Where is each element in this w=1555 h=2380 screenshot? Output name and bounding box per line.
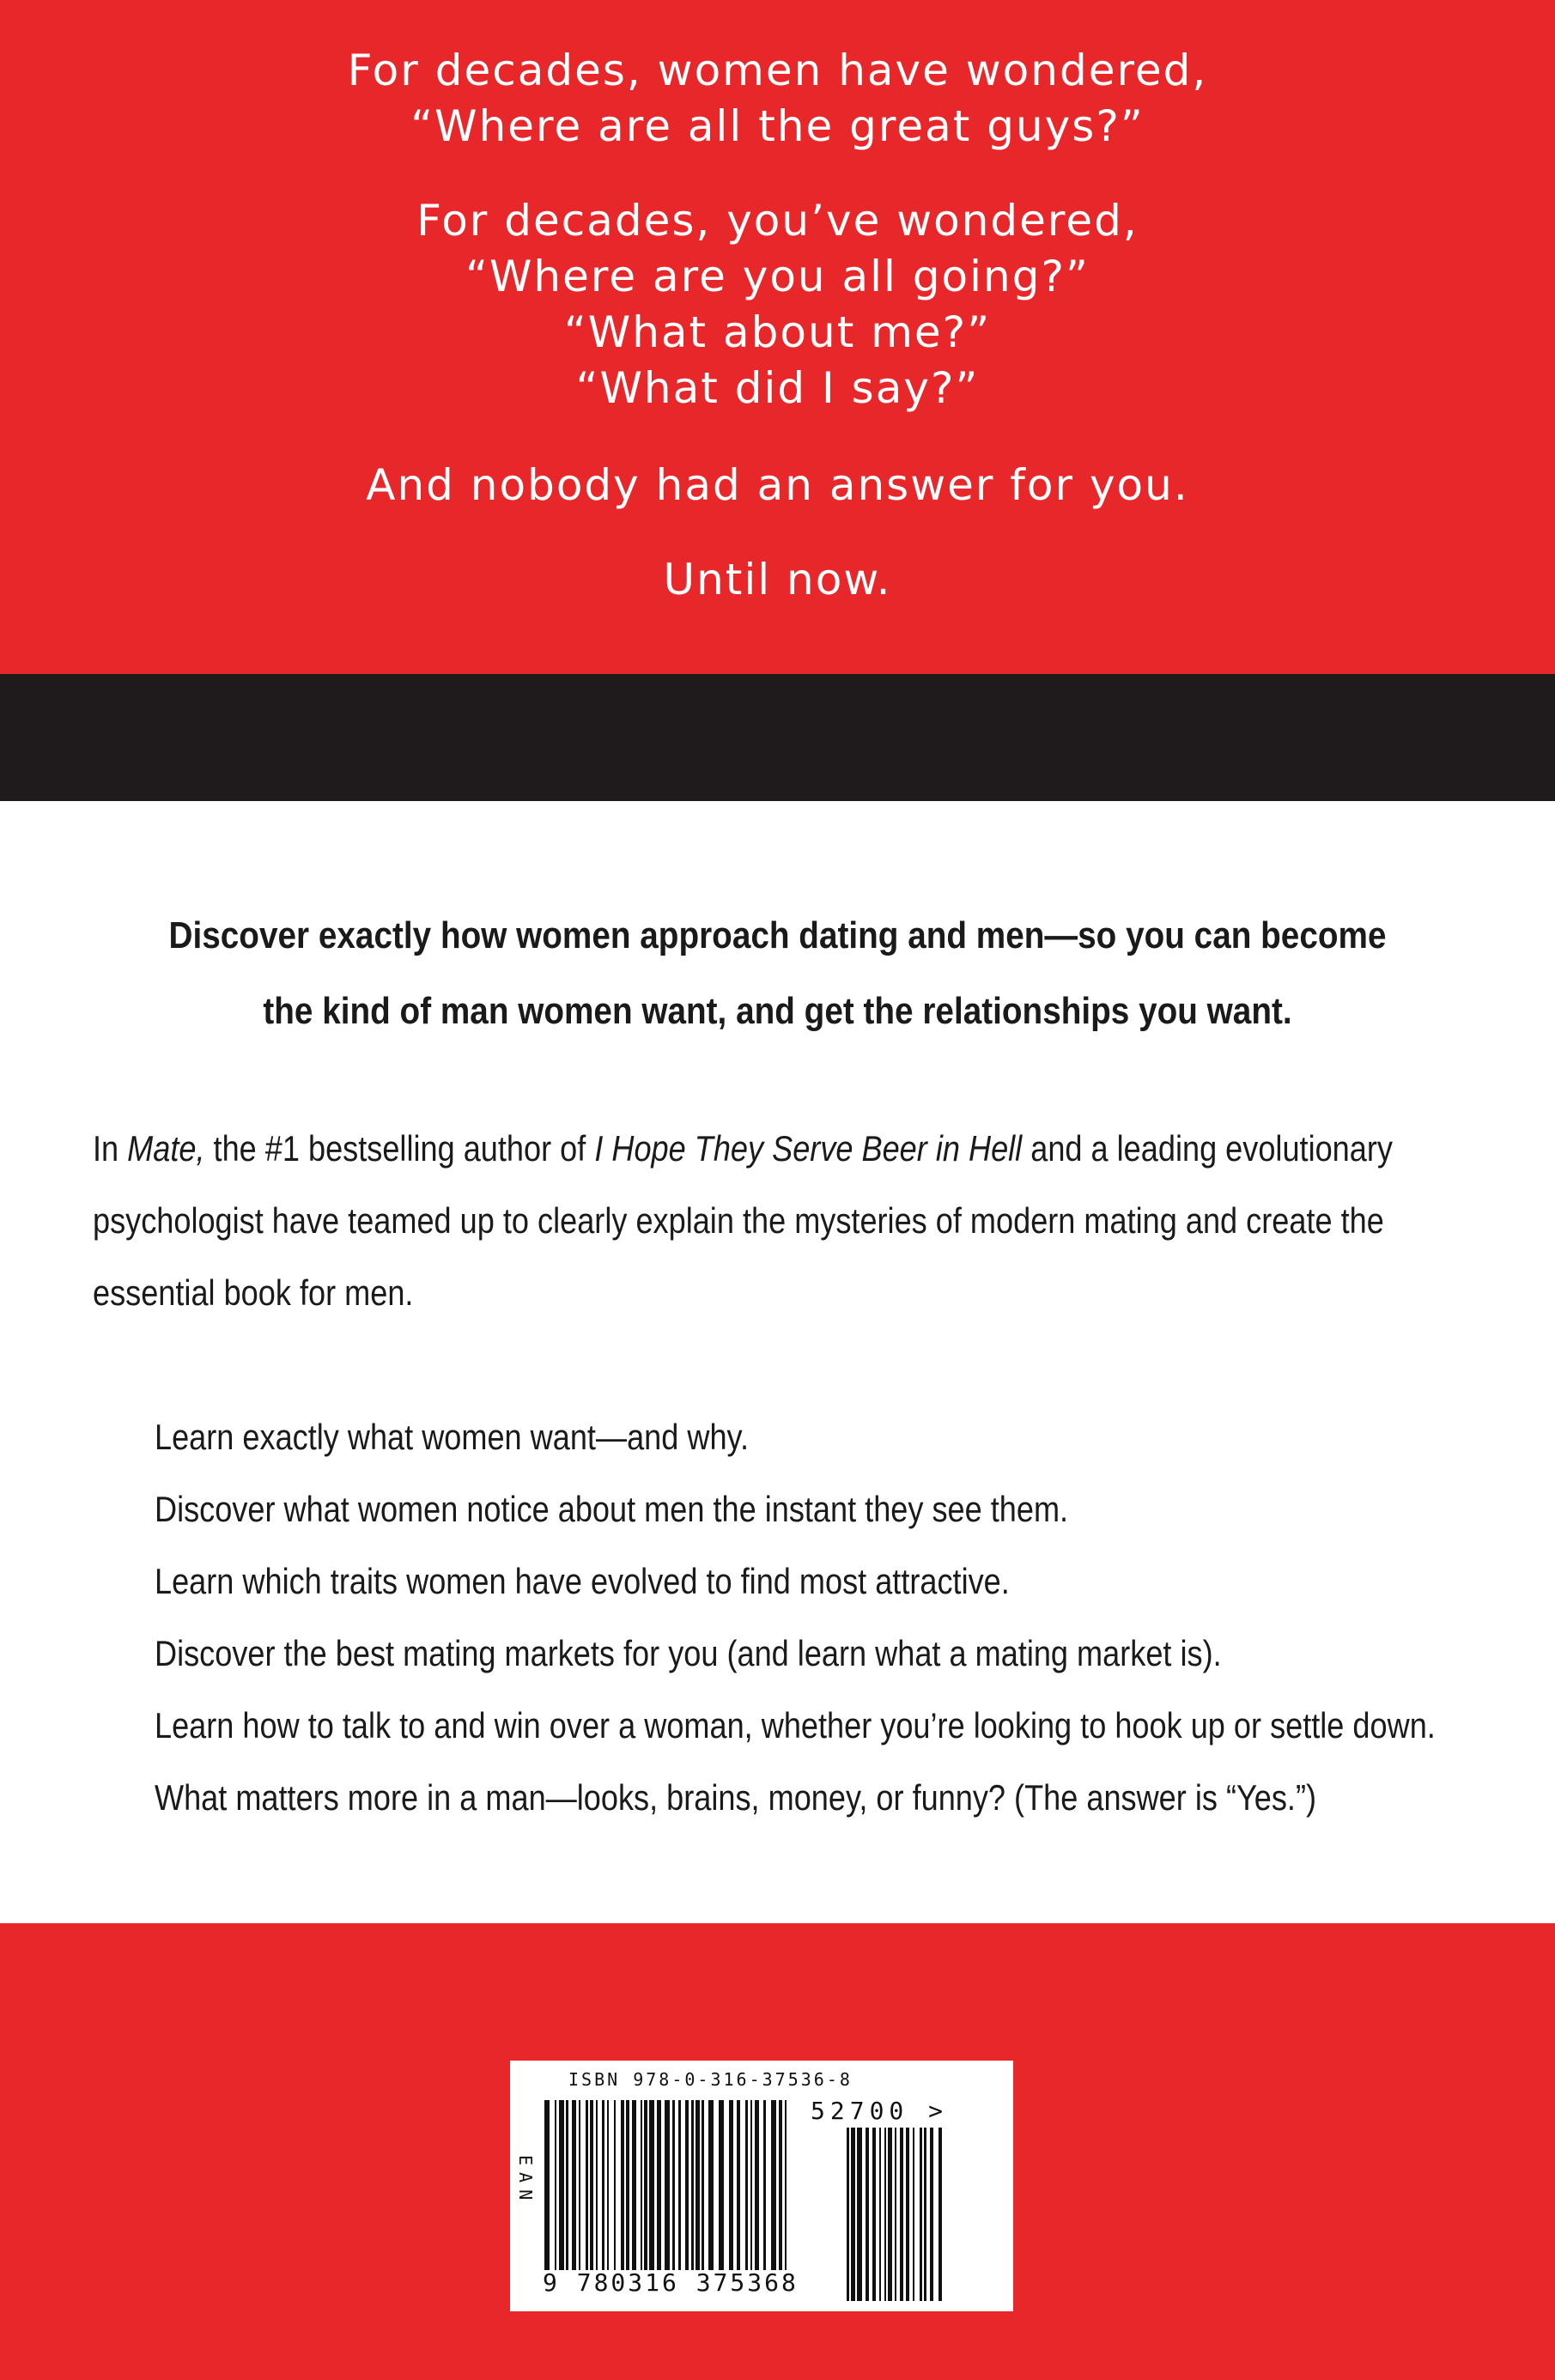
intro-line-1: [93, 1113, 1437, 1185]
hero-line: For decades, women have wondered,: [347, 46, 1208, 95]
lead-statement: [154, 898, 1401, 1049]
other-book-title: I Hope They Serve Beer in Hell: [594, 1128, 1023, 1169]
list-item: What matters more in a man—looks, brains, money, or funny? (The answer is “Yes.”): [155, 1777, 1317, 1818]
isbn-text: ISBN 978-0-316-37536-8: [568, 2069, 853, 2090]
lead-line: the kind of man women want, and get the relationships you want.: [263, 990, 1292, 1032]
hero-line: For decades, you’ve wondered,: [416, 196, 1139, 246]
intro-line-2: psychologist have teamed up to clearly explain the mysteries of modern mating and create the: [93, 1200, 1384, 1241]
intro-prefix: In: [93, 1128, 128, 1169]
hero-line: “What did I say?”: [575, 363, 980, 413]
book-title: Mate,: [127, 1128, 205, 1169]
intro-paragraph: [93, 1113, 1437, 1329]
barcode-label: [510, 2061, 1013, 2311]
hero-line: “What about me?”: [563, 307, 992, 357]
intro-line-3: essential book for men.: [93, 1272, 414, 1313]
price-barcode: [847, 2128, 948, 2301]
list-item: Learn exactly what women want—and why.: [155, 1417, 749, 1457]
list-item: Discover what women notice about men the instant they see them.: [155, 1489, 1069, 1529]
list-item: Learn which traits women have evolved to find most attractive.: [155, 1561, 1010, 1601]
hero-line: And nobody had an answer for you.: [366, 460, 1189, 510]
hero-line: “Where are you all going?”: [465, 252, 1090, 301]
hero-line: “Where are all the great guys?”: [410, 101, 1145, 151]
list-item: Discover the best mating markets for you (and learn what a mating market is).: [155, 1633, 1222, 1673]
hero-block-1: [0, 43, 1555, 155]
intro-middle: the #1 bestselling author of: [204, 1128, 595, 1169]
price-code: 52700 >: [811, 2097, 949, 2125]
ean-label: EAN: [515, 2155, 536, 2207]
hero-block-3: [0, 458, 1555, 513]
hero-block-4: [0, 552, 1555, 608]
benefit-list: [155, 1401, 1498, 1834]
black-band: [0, 674, 1555, 801]
hero-line: Until now.: [663, 555, 892, 604]
ean-number: 9 780316 375368: [543, 2268, 799, 2297]
list-item: Learn how to talk to and win over a woman, whether you’re looking to hook up or settle down.: [155, 1705, 1436, 1746]
lead-line: Discover exactly how women approach dating and men—so you can become: [168, 914, 1387, 956]
ean-barcode: [544, 2100, 793, 2270]
intro-suffix: and a leading evolutionary: [1022, 1128, 1393, 1169]
hero-block-2: [0, 193, 1555, 416]
